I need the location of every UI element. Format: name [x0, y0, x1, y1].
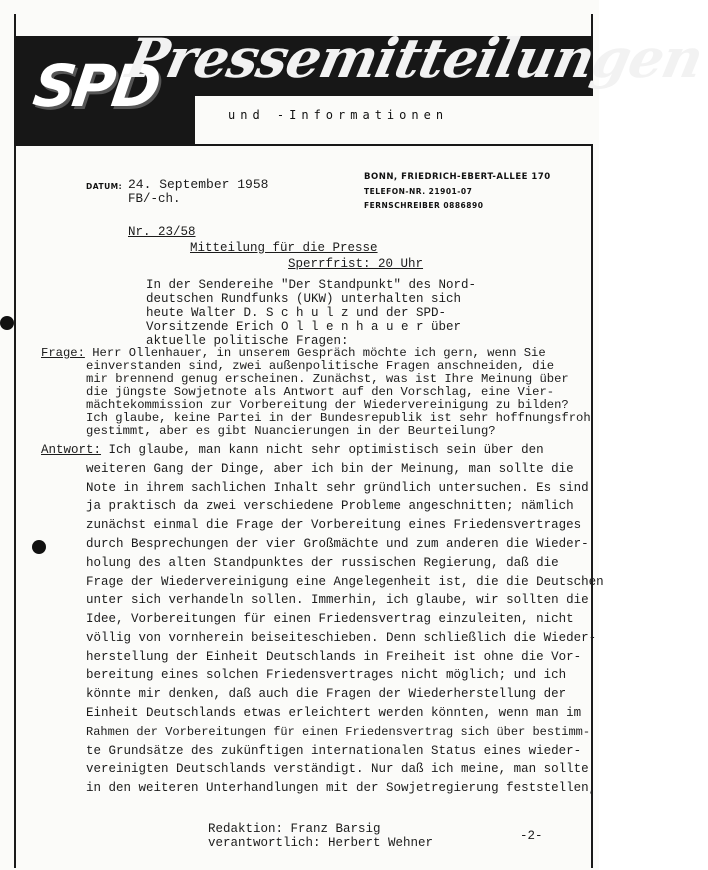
- answer-line: herstellung der Einheit Deutschlands in Freiheit ist ohne die Vor-: [86, 649, 582, 664]
- spd-logo: SPD: [29, 52, 163, 120]
- intro-line: Vorsitzende Erich O l l e n h a u e r über: [146, 320, 462, 334]
- question-line: einverstanden sind, zwei außenpolitische Fragen anschneiden, die: [86, 359, 555, 373]
- date-value: 24. September 1958: [128, 177, 269, 192]
- answer-line: Rahmen der Vorbereitungen für einen Friedensvertrag sich über bestimm-: [86, 724, 591, 739]
- address-line-2: TELEFON-NR. 21901-07: [364, 187, 473, 196]
- answer-block: [41, 443, 544, 457]
- punch-hole: [0, 316, 14, 330]
- answer-line: könnte mir denken, daß auch die Fragen der Wiederherstellung der: [86, 687, 567, 702]
- answer-line: völlig von vornherein beiseiteschieben. Denn schließlich die Wieder-: [86, 630, 597, 645]
- answer-line: Frage der Wiedervereinigung eine Angelegenheit ist, die die Deutschen: [86, 574, 604, 589]
- answer-line: durch Besprechungen der vier Großmächte und zum anderen die Wieder-: [86, 536, 589, 551]
- intro-line: heute Walter D. S c h u l z und der SPD-: [146, 306, 447, 320]
- answer-line: Note in ihrem sachlichen Inhalt sehr gründlich untersuchen. Es sind: [86, 480, 589, 495]
- masthead-subtitle: und -Informationen: [228, 108, 449, 122]
- reference-code: FB/-ch.: [128, 192, 181, 206]
- answer-line: Ich glaube, man kann nicht sehr optimistisch sein über den: [101, 443, 544, 457]
- answer-line: holung des alten Standpunktes der russischen Regierung, daß die: [86, 555, 559, 570]
- answer-line: in den weiteren Unterhandlungen mit der Sowjetregierung feststellen,: [86, 781, 597, 796]
- answer-label: Antwort:: [41, 443, 102, 457]
- punch-hole: [32, 540, 46, 554]
- answer-line: te Grundsätze des zukünftigen internationalen Status eines wieder-: [86, 743, 582, 758]
- intro-line: In der Sendereihe "Der Standpunkt" des Nord-: [146, 278, 477, 292]
- release-heading: Mitteilung für die Presse: [190, 241, 378, 255]
- question-line: die jüngste Sowjetnote als Antwort auf den Vorschlag, eine Vier-: [86, 385, 555, 399]
- answer-line: Idee, Vorbereitungen für einen Friedensvertrag einzuleiten, nicht: [86, 612, 574, 627]
- intro-line: deutschen Rundfunks (UKW) unterhalten sich: [146, 292, 462, 306]
- question-line: Herr Ollenhauer, in unserem Gespräch möchte ich gern, wenn Sie: [84, 346, 546, 360]
- footer-responsible: verantwortlich: Herbert Wehner: [208, 836, 434, 850]
- answer-line: weiteren Gang der Dinge, aber ich bin der Meinung, man sollte die: [86, 461, 574, 476]
- address-line-3: FERNSCHREIBER 0886890: [364, 201, 484, 210]
- address-line-1: BONN, FRIEDRICH-EBERT-ALLEE 170: [364, 172, 551, 182]
- release-number: Nr. 23/58: [128, 225, 196, 239]
- question-block: [41, 346, 546, 360]
- question-line: gestimmt, aber es gibt Nuancierungen in der Beurteilung?: [86, 424, 496, 438]
- answer-line: zunächst einmal die Frage der Vorbereitung eines Friedensvertrages: [86, 518, 582, 533]
- answer-line: unter sich verhandeln sollen. Immerhin, ich glaube, wir sollten die: [86, 593, 589, 608]
- answer-line: ja praktisch da zwei verschiedene Probleme angeschnitten; nämlich: [86, 499, 574, 514]
- date-label: DATUM:: [86, 182, 123, 191]
- answer-line: bereitung eines solchen Friedensvertrages nicht möglich; und ich: [86, 668, 567, 683]
- question-label: Frage:: [41, 346, 85, 360]
- intro-line: aktuelle politische Fragen:: [146, 334, 349, 348]
- footer-editor: Redaktion: Franz Barsig: [208, 822, 381, 836]
- answer-line: Einheit Deutschlands etwas erleichtert werden könnten, wenn man im: [86, 706, 582, 721]
- masthead-title: Pressemitteilungen: [121, 26, 708, 90]
- question-line: Ich glaube, keine Partei in der Bundesrepublik ist sehr hoffnungsfroh: [86, 411, 591, 425]
- question-line: mir brennend genug erscheinen. Zunächst, was ist Ihre Meinung über: [86, 372, 569, 386]
- page-number: -2-: [520, 829, 543, 843]
- embargo-line: Sperrfrist: 20 Uhr: [288, 257, 424, 271]
- question-line: mächtekommission zur Vorbereitung der Wiedervereinigung zu bilden?: [86, 398, 569, 412]
- answer-line: vereinigten Deutschlands verständigt. Nur daß ich meine, man sollte: [86, 762, 589, 777]
